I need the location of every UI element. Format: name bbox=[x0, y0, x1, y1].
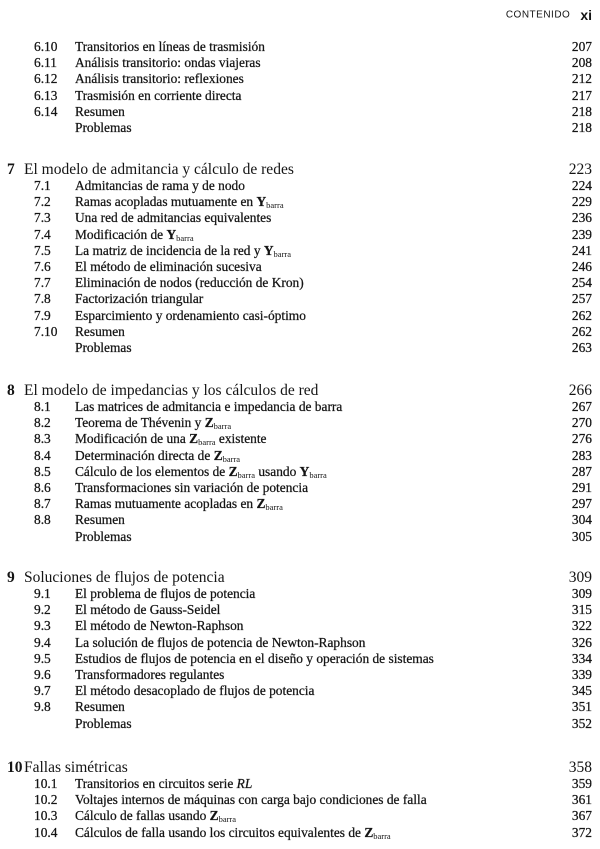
section-number: 9.1 bbox=[34, 586, 51, 601]
section-title bbox=[75, 699, 125, 715]
section-number: 7.9 bbox=[34, 307, 51, 323]
title-text: Análisis transitorio: reflexiones bbox=[75, 71, 244, 87]
page-number: 257 bbox=[571, 291, 592, 307]
section-number: 9.5 bbox=[34, 650, 51, 666]
toc-entry bbox=[0, 480, 600, 496]
title-text: usando bbox=[255, 463, 300, 479]
title-text: Eliminación de nodos (reducción de Kron) bbox=[75, 275, 304, 291]
page-number: 315 bbox=[571, 602, 592, 618]
section-number: 10.2 bbox=[34, 792, 58, 808]
matrix-subscript: barra bbox=[218, 814, 237, 825]
page-number: 322 bbox=[571, 618, 592, 634]
title-text: Cálculo de fallas usando bbox=[75, 808, 210, 824]
toc-entry bbox=[0, 776, 600, 792]
section-title bbox=[75, 512, 125, 528]
title-text: Ramas mutuamente acopladas en bbox=[75, 496, 257, 512]
toc-entry bbox=[0, 227, 600, 243]
section-title bbox=[75, 792, 427, 808]
section-title bbox=[75, 178, 245, 194]
page-number: 212 bbox=[571, 71, 592, 87]
matrix-subscript: barra bbox=[198, 437, 216, 448]
section-title bbox=[75, 825, 391, 844]
title-text: Voltajes internos de máquinas con carga bajo condiciones de falla bbox=[75, 792, 427, 808]
title-text: Factorización triangular bbox=[75, 291, 204, 307]
title-text: existente bbox=[215, 431, 267, 447]
toc-entry bbox=[0, 178, 600, 194]
page-number: 224 bbox=[571, 178, 592, 193]
title-text: Resumen bbox=[75, 699, 125, 715]
toc-entry bbox=[0, 415, 600, 431]
page-number: 291 bbox=[571, 479, 592, 495]
section-number: 8.3 bbox=[34, 431, 51, 447]
chapter-title bbox=[24, 569, 225, 586]
page-number: 223 bbox=[568, 161, 592, 178]
toc-entry bbox=[0, 699, 600, 715]
section-title bbox=[75, 324, 125, 340]
title-text: El método desacoplado de flujos de potencia bbox=[75, 683, 315, 699]
section-number: 6.11 bbox=[34, 55, 57, 71]
toc-entry bbox=[0, 618, 600, 634]
title-text: La solución de flujos de potencia de Newton-Raphson bbox=[75, 634, 366, 650]
section-title bbox=[75, 480, 308, 496]
matrix-symbol: Z bbox=[364, 824, 374, 840]
matrix-symbol: Y bbox=[263, 242, 274, 258]
page-number: 262 bbox=[571, 323, 592, 339]
toc-entry bbox=[0, 88, 600, 104]
title-text: Transitorios en circuitos serie bbox=[75, 776, 237, 791]
section-number: 8.8 bbox=[34, 512, 51, 528]
page-number: 352 bbox=[571, 715, 592, 731]
title-text: Problemas bbox=[75, 528, 132, 544]
page-number: 208 bbox=[571, 55, 592, 71]
title-text: El modelo de admitancia y cálculo de redes bbox=[24, 161, 294, 178]
toc-entry bbox=[0, 716, 600, 732]
title-text: Transformaciones sin variación de potencia bbox=[75, 479, 309, 495]
section-title bbox=[75, 586, 255, 602]
toc-entry bbox=[0, 210, 600, 226]
section-title bbox=[75, 683, 314, 699]
matrix-symbol: Z bbox=[228, 463, 238, 479]
section-title bbox=[75, 259, 262, 275]
section-title bbox=[75, 55, 261, 71]
page-number: 217 bbox=[571, 87, 592, 103]
page-number: 309 bbox=[568, 569, 592, 586]
toc-entry bbox=[0, 683, 600, 699]
title-text: Transitorios en líneas de trasmisión bbox=[75, 39, 265, 54]
page-number: 351 bbox=[571, 699, 592, 715]
matrix-subscript: barra bbox=[222, 453, 241, 464]
chapter-block bbox=[0, 39, 600, 136]
page-number: 266 bbox=[568, 382, 592, 399]
section-number: 7.8 bbox=[34, 291, 51, 307]
page-number: 345 bbox=[571, 683, 592, 699]
toc-entry bbox=[0, 120, 600, 136]
matrix-symbol: Z bbox=[213, 447, 223, 463]
page-number: 359 bbox=[571, 776, 592, 791]
chapter-heading bbox=[0, 161, 600, 178]
section-number: 10.1 bbox=[34, 776, 58, 791]
section-number: 7.3 bbox=[34, 210, 51, 226]
title-text: Las matrices de admitancia e impedancia de barra bbox=[75, 399, 343, 414]
page-number: 361 bbox=[571, 792, 592, 808]
section-title bbox=[75, 104, 125, 120]
title-text: El método de Newton-Raphson bbox=[75, 618, 244, 634]
section-number: 8.7 bbox=[34, 496, 51, 512]
matrix-subscript: barra bbox=[266, 200, 284, 211]
page-number: 309 bbox=[571, 586, 592, 601]
title-text: Trasmisión en corriente directa bbox=[75, 87, 242, 103]
page-number: 367 bbox=[571, 808, 592, 824]
toc-entry bbox=[0, 340, 600, 356]
toc-entry bbox=[0, 825, 600, 841]
section-number: 8.2 bbox=[34, 415, 51, 431]
section-number: 7.2 bbox=[34, 194, 51, 210]
section-title bbox=[75, 602, 220, 618]
section-title bbox=[75, 776, 252, 792]
section-number: 9.6 bbox=[34, 666, 51, 682]
matrix-symbol: Z bbox=[256, 496, 266, 512]
page-number: 267 bbox=[571, 399, 592, 414]
toc-entry bbox=[0, 667, 600, 683]
italic-text: RL bbox=[236, 776, 253, 791]
section-number: 8.5 bbox=[34, 463, 51, 479]
matrix-symbol: Y bbox=[299, 463, 310, 479]
toc-entry bbox=[0, 243, 600, 259]
title-text: Problemas bbox=[75, 715, 132, 731]
title-text: Teorema de Thévenin y bbox=[75, 415, 205, 431]
header-label: CONTENIDO bbox=[505, 9, 571, 21]
toc-entry bbox=[0, 71, 600, 87]
title-text: Resumen bbox=[75, 323, 125, 339]
toc-entry bbox=[0, 635, 600, 651]
title-text: El problema de flujos de potencia bbox=[75, 586, 256, 601]
page-number: 283 bbox=[571, 447, 592, 463]
title-text: Cálculo de los elementos de bbox=[75, 463, 229, 479]
chapter-title bbox=[24, 382, 318, 399]
title-text: Transformadores regulantes bbox=[75, 666, 225, 682]
section-title bbox=[75, 308, 306, 324]
page-number: 218 bbox=[571, 103, 592, 119]
title-text: Ramas acopladas mutuamente en bbox=[75, 194, 257, 210]
section-title bbox=[75, 210, 271, 226]
section-title bbox=[75, 88, 241, 104]
section-title bbox=[75, 529, 132, 545]
title-text: Problemas bbox=[75, 339, 132, 355]
section-number: 7.5 bbox=[34, 242, 51, 258]
title-text: Esparcimiento y ordenamiento casi-óptimo bbox=[75, 307, 306, 323]
section-title bbox=[75, 635, 365, 651]
page-number: 246 bbox=[571, 258, 592, 274]
chapter-block bbox=[0, 382, 600, 545]
header-page-number: xi bbox=[580, 6, 592, 23]
toc-entry bbox=[0, 464, 600, 480]
page-number: 218 bbox=[571, 119, 592, 135]
section-number: 8.6 bbox=[34, 479, 51, 495]
section-number: 10.4 bbox=[34, 824, 58, 840]
toc-entry bbox=[0, 308, 600, 324]
title-text: Resumen bbox=[75, 512, 125, 528]
title-text: Problemas bbox=[75, 119, 132, 135]
toc-entry bbox=[0, 512, 600, 528]
section-title bbox=[75, 667, 224, 683]
title-text: Admitancias de rama y de nodo bbox=[75, 178, 245, 193]
matrix-symbol: Z bbox=[204, 415, 214, 431]
section-number: 7.4 bbox=[34, 226, 51, 242]
section-number: 9.7 bbox=[34, 683, 51, 699]
matrix-subscript: barra bbox=[265, 502, 283, 513]
page-number: 254 bbox=[571, 275, 592, 291]
page-number: 287 bbox=[571, 463, 592, 479]
chapter-number: 9 bbox=[7, 569, 15, 586]
toc-entry bbox=[0, 39, 600, 55]
title-text: Soluciones de flujos de potencia bbox=[24, 569, 225, 586]
page-number: 304 bbox=[571, 512, 592, 528]
page-number: 207 bbox=[571, 39, 592, 54]
matrix-subscript: barra bbox=[273, 248, 292, 259]
chapter-title bbox=[24, 161, 294, 178]
matrix-subscript: barra bbox=[237, 469, 255, 480]
section-number: 6.10 bbox=[34, 39, 58, 54]
title-text: Determinación directa de bbox=[75, 447, 214, 463]
toc-entry bbox=[0, 275, 600, 291]
title-text: Resumen bbox=[75, 103, 125, 119]
title-text: Una red de admitancias equivalentes bbox=[75, 210, 272, 226]
toc-entry bbox=[0, 651, 600, 667]
title-text: La matriz de incidencia de la red y bbox=[75, 242, 264, 258]
section-number: 7.1 bbox=[34, 178, 51, 193]
section-number: 7.7 bbox=[34, 275, 51, 291]
section-title bbox=[75, 651, 434, 667]
section-number: 8.4 bbox=[34, 447, 51, 463]
title-text: Fallas simétricas bbox=[24, 759, 128, 776]
title-text: Estudios de flujos de potencia en el diseño y operación de sistemas bbox=[75, 650, 434, 666]
section-number: 8.1 bbox=[34, 399, 51, 414]
title-text: Modificación de bbox=[75, 226, 167, 242]
page-number: 263 bbox=[571, 339, 592, 355]
title-text: Análisis transitorio: ondas viajeras bbox=[75, 55, 261, 71]
matrix-subscript: barra bbox=[373, 830, 391, 841]
toc-entry bbox=[0, 496, 600, 512]
page-number: 305 bbox=[571, 528, 592, 544]
page-number: 358 bbox=[568, 759, 592, 776]
section-number: 9.2 bbox=[34, 602, 51, 618]
page-number: 372 bbox=[571, 824, 592, 840]
toc-entry bbox=[0, 55, 600, 71]
section-number: 6.13 bbox=[34, 87, 58, 103]
running-header bbox=[506, 6, 592, 24]
page-number: 236 bbox=[571, 210, 592, 226]
toc-entry bbox=[0, 194, 600, 210]
chapter-heading bbox=[0, 759, 600, 776]
chapter-block bbox=[0, 569, 600, 732]
toc-entry bbox=[0, 291, 600, 307]
section-title bbox=[75, 399, 342, 415]
chapter-heading bbox=[0, 382, 600, 399]
matrix-symbol: Y bbox=[256, 194, 267, 210]
page-number: 297 bbox=[571, 496, 592, 512]
toc-entry bbox=[0, 808, 600, 824]
section-title bbox=[75, 618, 243, 634]
title-text: Modificación de una bbox=[75, 431, 190, 447]
chapter-number: 8 bbox=[7, 382, 15, 399]
title-text: Cálculos de falla usando los circuitos equivalentes de bbox=[75, 824, 365, 840]
chapter-title bbox=[24, 759, 128, 776]
chapter-number: 10 bbox=[7, 759, 23, 776]
toc-entry bbox=[0, 602, 600, 618]
toc-entry bbox=[0, 529, 600, 545]
toc-entry bbox=[0, 104, 600, 120]
matrix-subscript: barra bbox=[176, 232, 194, 243]
toc-entry bbox=[0, 324, 600, 340]
section-title bbox=[75, 291, 203, 307]
page-number: 262 bbox=[571, 307, 592, 323]
chapter-number: 7 bbox=[7, 161, 15, 178]
page-number: 326 bbox=[571, 634, 592, 650]
section-number: 9.3 bbox=[34, 618, 51, 634]
title-text: El modelo de impedancias y los cálculos de red bbox=[24, 382, 319, 399]
toc-entry bbox=[0, 586, 600, 602]
section-title bbox=[75, 71, 244, 87]
title-text: El método de eliminación sucesiva bbox=[75, 258, 262, 274]
section-number: 6.14 bbox=[34, 103, 58, 119]
matrix-subscript: barra bbox=[213, 421, 232, 432]
chapter-block bbox=[0, 161, 600, 356]
toc-entry bbox=[0, 431, 600, 447]
page-number: 239 bbox=[571, 226, 592, 242]
page-number: 270 bbox=[571, 415, 592, 431]
toc-entry bbox=[0, 259, 600, 275]
page-number: 276 bbox=[571, 431, 592, 447]
section-title bbox=[75, 120, 132, 136]
section-number: 6.12 bbox=[34, 71, 58, 87]
section-title bbox=[75, 39, 265, 55]
section-number: 9.8 bbox=[34, 699, 51, 715]
chapter-block bbox=[0, 759, 600, 841]
section-number: 7.10 bbox=[34, 323, 58, 339]
toc-entry bbox=[0, 792, 600, 808]
section-number: 10.3 bbox=[34, 808, 58, 824]
section-number: 9.4 bbox=[34, 634, 51, 650]
chapter-heading bbox=[0, 569, 600, 586]
section-title bbox=[75, 716, 132, 732]
matrix-subscript: barra bbox=[309, 469, 327, 480]
toc-entry bbox=[0, 448, 600, 464]
page-number: 229 bbox=[571, 194, 592, 210]
title-text: El método de Gauss-Seidel bbox=[75, 602, 221, 618]
page-number: 241 bbox=[571, 242, 592, 258]
page-number: 339 bbox=[571, 666, 592, 682]
section-title bbox=[75, 340, 132, 356]
toc-entry bbox=[0, 399, 600, 415]
matrix-symbol: Y bbox=[166, 226, 177, 242]
section-number: 7.6 bbox=[34, 258, 51, 274]
matrix-symbol: Z bbox=[209, 808, 219, 824]
section-title bbox=[75, 275, 304, 291]
matrix-symbol: Z bbox=[189, 431, 199, 447]
page-number: 334 bbox=[571, 650, 592, 666]
